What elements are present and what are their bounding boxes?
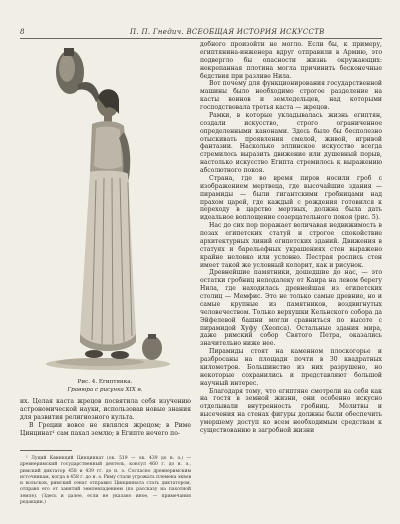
paragraph: Нас до сих пор поражает величавая недвижимость в позах египетских статуй и строгое спокойствие архитектурных линий египетских зданий. Движения в статуях и барельефных украшениях стен выражено крайне неловко или условно. Пестрая роспись стен имеет такой же условный колорит, как и рисунок. <box>200 222 382 269</box>
figure-caption-source: Гравюра с рисунка XIX в. <box>67 387 143 393</box>
footnote-rule <box>20 450 72 451</box>
footnote-text: ¹ Луций Квинкций Цинциннат (ок. 519 — ок. 439 до н. э.) — древнеримский государственный деятель, консул 460 г. до н. э., римский диктатор 458 и 439 гг. до н. э. Согласно древнеримским источникам, когда в 458 г. до н. э. Риму стали угрожать племена эквов и вольсков, римский сенат отправил Цинцинната стать диктатором, отправя его от занятий землевладением (по рассказу на пахотной земле). (Здесь и далее, если не указано иное, — примечания редакции.) <box>20 456 191 506</box>
figure-illustration <box>20 42 190 374</box>
paragraph: В Греции вовсе не являлся жрецом; в Риме Цинцинат¹ сам пахал землю; в Египте нечего по- <box>20 421 191 437</box>
page-number: 8 <box>20 28 25 36</box>
header-rule <box>20 38 382 39</box>
paragraph: Вот почему для функционирования государственной машины было необходимо строгое разделение на касты воинов и земледельцев, над которыми господствовала третья каста — жрецов. <box>200 80 382 111</box>
figure-caption-title: Рис. 4. Египтянка. <box>77 379 133 385</box>
footnote <box>20 456 191 506</box>
egyptian-woman-engraving <box>20 42 190 374</box>
paragraph: Рамки, в которые укладывалась жизнь египтян, создали искусство, строго ограниченное определенными канонами. Здесь было бы бесполезно отыскивать проявления смелой, живой, игривой фантазии. Насколько эллинское искусство всегда стремилось выразить движение или душевный порыв, настолько искусство Египта стремилось к выражению абсолютного покоя. <box>200 111 382 174</box>
paragraph: добного произойти не могло. Если бы, к примеру, египтянина-инженера вдруг отправили в Армию, это подвергло бы опасности жизнь окружающих: некрепанная плотина могла причинить бесконечные бедствия при разливе Нила. <box>200 41 382 80</box>
left-text-column <box>20 398 191 437</box>
paragraph: Древнейшие памятники, дошедшие до нас, — это остатки гробниц неподалеку от Каира на левом берегу Нила, где находилась древнейшая из египетских столиц — Мемфис. Это не только самые древние, но и самые крупные из памятников, воздвигнутых человечеством. Только верхушки Кельнского собора да Эйфелевой башни могли сравниться по высоте с пирамидой Хуфу (Хеопса). Остальные здания мира, даже римский собор Святого Петра, оказались значительно ниже нее. <box>200 269 382 348</box>
figure-caption <box>20 378 190 394</box>
running-title: П. П. Гнедич. ВСЕОБЩАЯ ИСТОРИЯ ИСКУССТВ <box>130 28 325 36</box>
paragraph: Благодаря тому, что египтяне смотрели на себя как на гостя в земной жизни, они особенно искусно отделывали внутренность гробниц. Молитвы и высечения на стенах фигуры должны были обеспечить умершему доступ ко всем необходимым средствам к существованию в загробной жизни <box>200 387 382 434</box>
paragraph: их. Целая каста жрецов посвятила себя изучению астрономической науки, использовав новые знания для развития религиозного культа. <box>20 398 191 421</box>
paragraph: Страна, где во время пиров носили гроб с изображением мертвеца, где высочайшие здания — пирамиды — были гигантскими гробницами над прахом царей, где каждый с рождения готовился к переходу в царство мертвых, должна была дать идеальное воплощение созерцательного покоя (рис. 5). <box>200 174 382 222</box>
paragraph: Пирамиды стоят на каменном плоскогорье и разбросаны на площади почти в 30 квадратных километров. Большинство из них разрушено, но некоторые сохранились и представляют большой научный интерес. <box>200 348 382 387</box>
right-text-column <box>200 41 382 435</box>
